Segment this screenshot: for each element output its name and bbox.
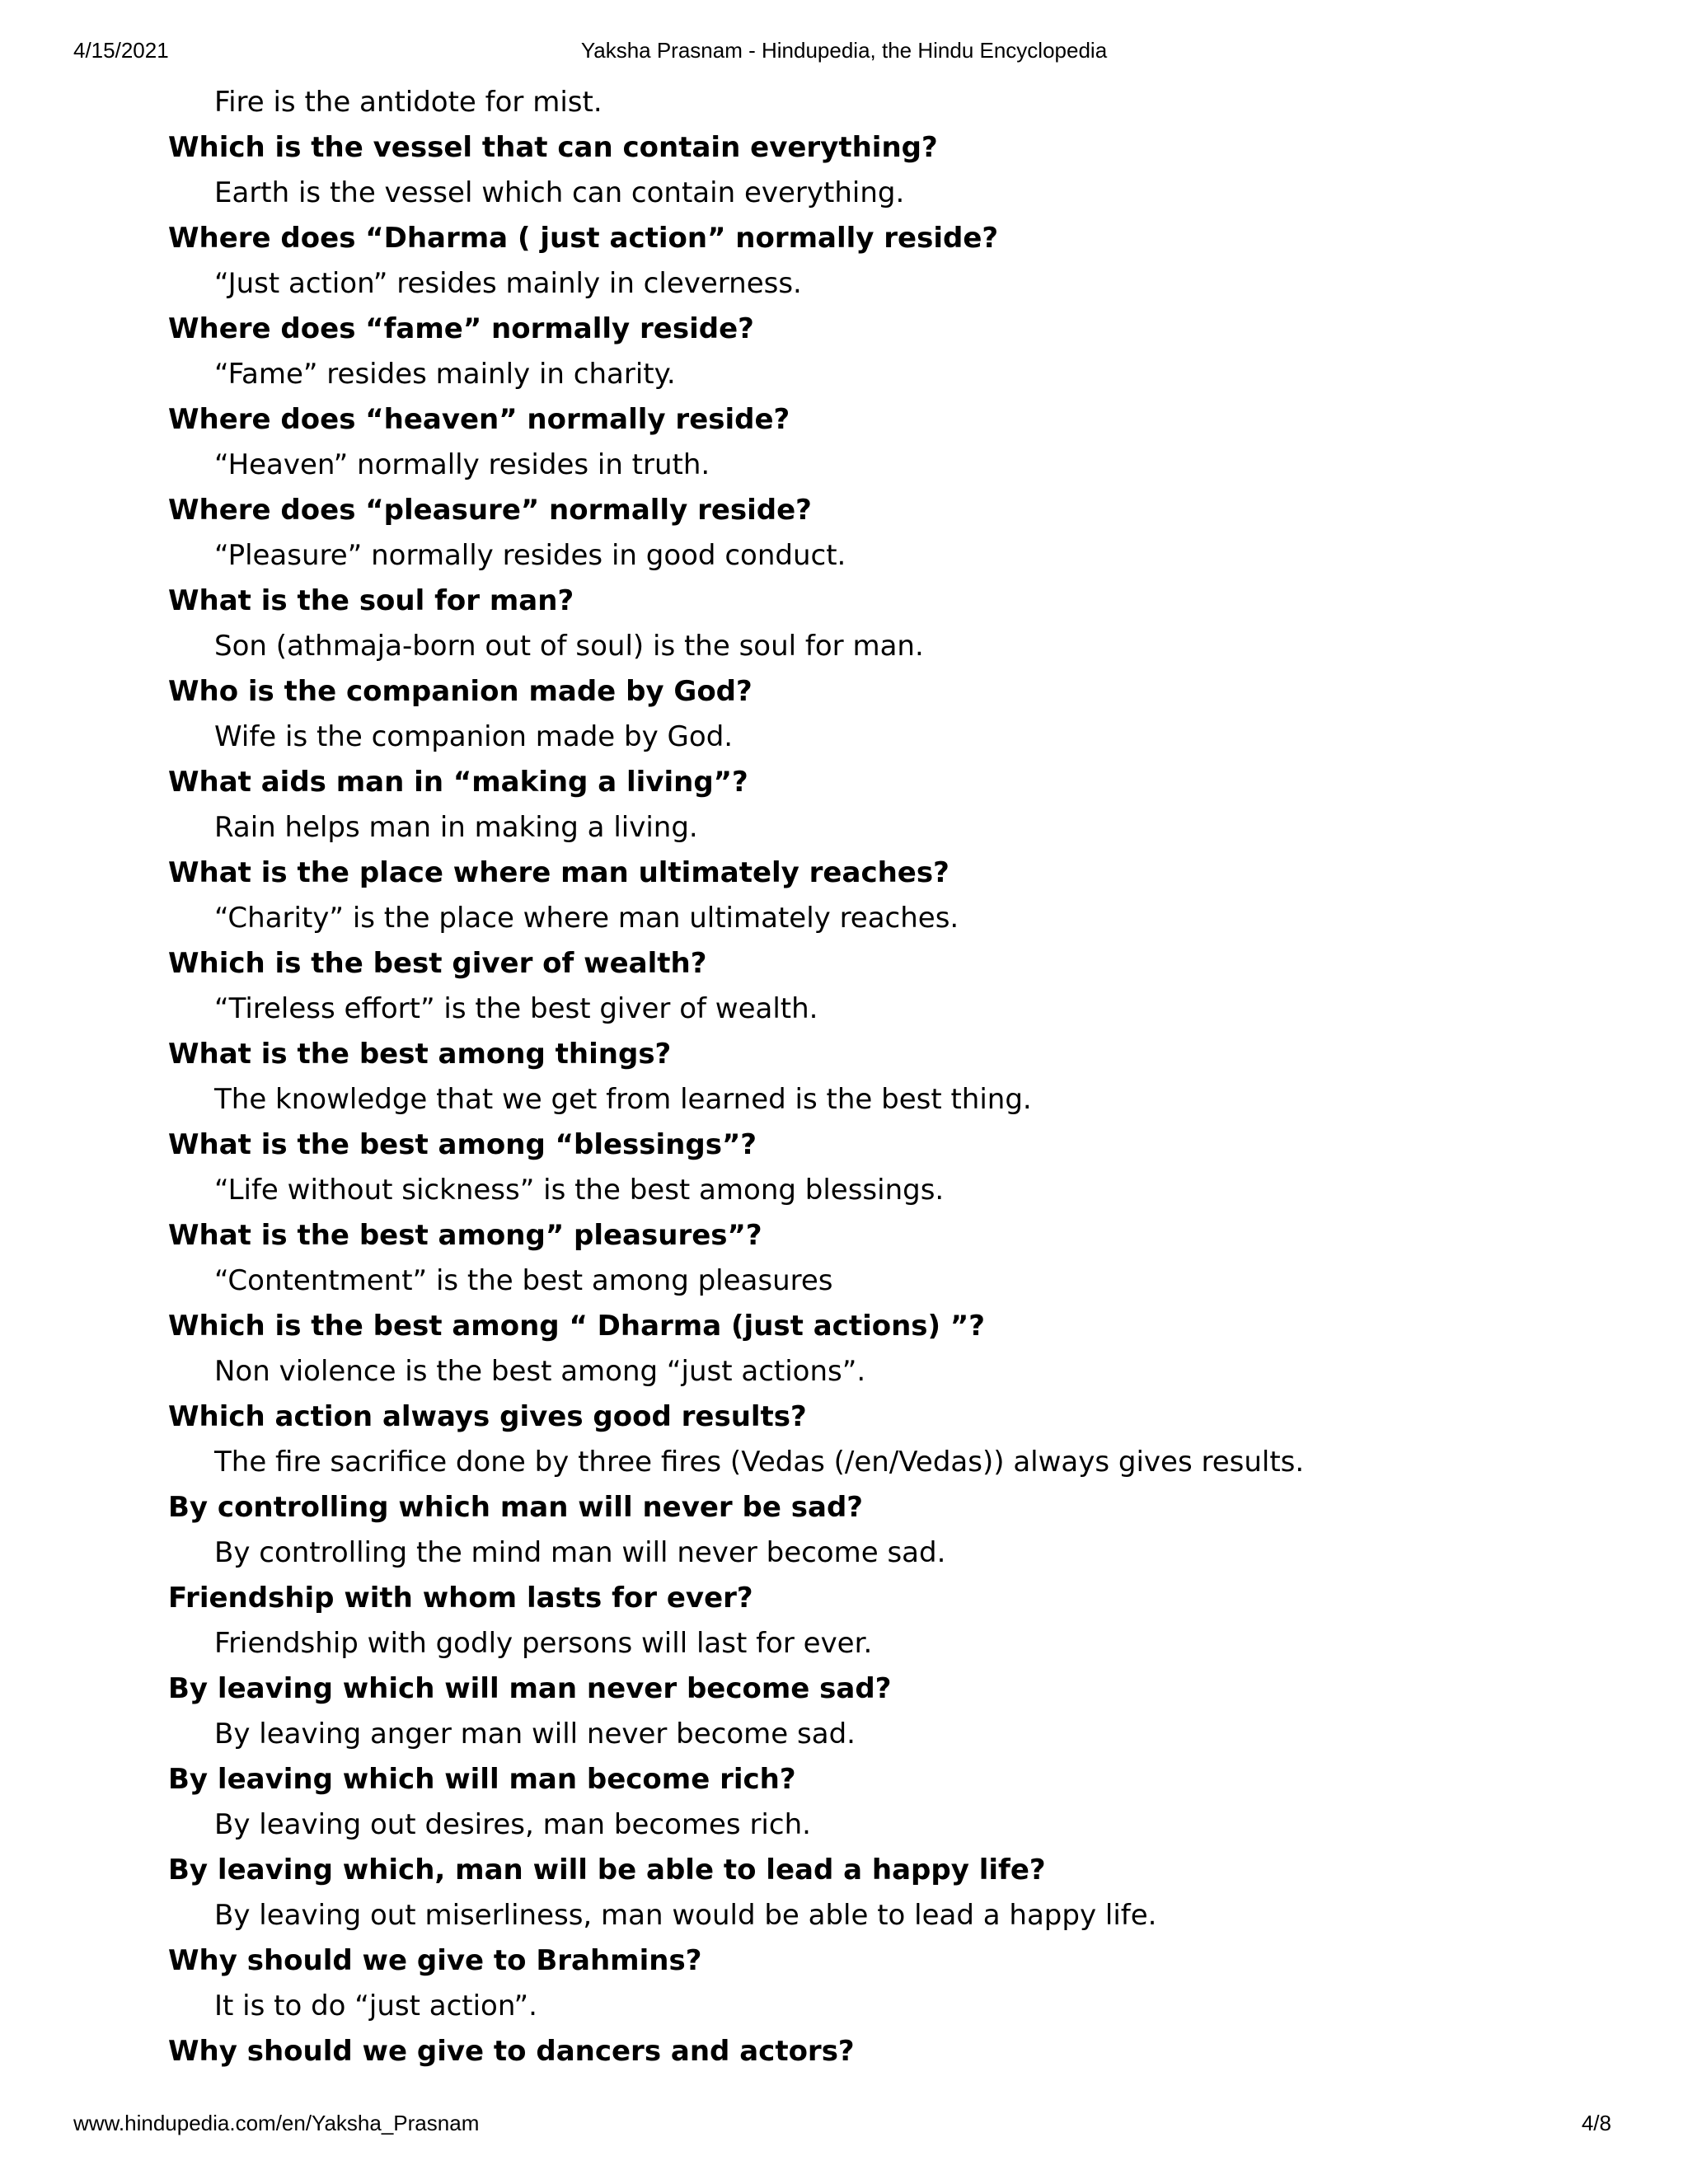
question-text: What is the best among “blessings”? (168, 1128, 757, 1161)
answer-text: The knowledge that we get from learned is the best thing. (214, 1083, 1032, 1116)
qa-item (168, 1484, 1619, 1575)
qa-item (168, 215, 1619, 306)
question-text: Where does “fame” normally reside? (168, 312, 754, 345)
qa-item (168, 306, 1619, 396)
answer-text: By leaving anger man will never become sad. (214, 1718, 856, 1750)
answer-text: “Fame” resides mainly in charity. (214, 358, 676, 391)
question-text: Why should we give to dancers and actors? (168, 2035, 855, 2068)
answer-text: It is to do “just action”. (214, 1990, 537, 2022)
question-text: By leaving which will man never become sad? (168, 1672, 892, 1705)
qa-item (168, 487, 1619, 578)
question-text: By leaving which, man will be able to lead a happy life? (168, 1854, 1046, 1886)
answer-text: “Heaven” normally resides in truth. (214, 448, 710, 481)
qa-item (168, 940, 1619, 1031)
question-text: Which is the best among “ Dharma (just actions) ”? (168, 1310, 985, 1343)
answer-text: Wife is the companion made by God. (214, 720, 734, 753)
page-number: 4/8 (1581, 2111, 1611, 2135)
page-title: Yaksha Prasnam - Hindupedia, the Hindu Encyclopedia (580, 38, 1108, 63)
qa-item (168, 1847, 1619, 1938)
answer-text: “Tireless effort” is the best giver of wealth. (214, 992, 818, 1025)
answer-text: “Charity” is the place where man ultimately reaches. (214, 902, 959, 935)
page-footer (0, 2111, 1688, 2144)
qa-item (168, 1122, 1619, 1212)
question-text: Where does “heaven” normally reside? (168, 403, 790, 436)
qa-item (168, 668, 1619, 759)
answer-text: Earth is the vessel which can contain everything. (214, 176, 905, 209)
qa-item (168, 1756, 1619, 1847)
question-text: Where does “Dharma ( just action” normally reside? (168, 222, 999, 255)
qa-item (168, 850, 1619, 940)
qa-item (168, 1303, 1619, 1394)
qa-item (168, 1938, 1619, 2028)
answer-text: Rain helps man in making a living. (214, 811, 698, 844)
answer-text: Friendship with godly persons will last for ever. (214, 1627, 873, 1660)
question-text: Which action always gives good results? (168, 1400, 807, 1433)
answer-text: Fire is the antidote for mist. (214, 86, 603, 119)
question-text: What is the soul for man? (168, 584, 574, 617)
qa-item (168, 1666, 1619, 1756)
answer-text: By leaving out desires, man becomes rich. (214, 1808, 811, 1841)
page-url: www.hindupedia.com/en/Yaksha_Prasnam (73, 2111, 480, 2135)
question-text: What is the best among” pleasures”? (168, 1219, 762, 1252)
question-text: What is the place where man ultimately reaches? (168, 856, 950, 889)
question-text: By controlling which man will never be sad? (168, 1491, 864, 1524)
answer-text: Non violence is the best among “just actions”. (214, 1355, 866, 1388)
answer-text: By controlling the mind man will never become sad. (214, 1536, 946, 1569)
qa-item (168, 1031, 1619, 1122)
question-text: Why should we give to Brahmins? (168, 1944, 702, 1977)
question-text: What aids man in “making a living”? (168, 766, 748, 799)
question-text: Friendship with whom lasts for ever? (168, 1582, 753, 1615)
qa-item (168, 124, 1619, 215)
answer-text: “Pleasure” normally resides in good conduct. (214, 539, 846, 572)
qa-item (168, 759, 1619, 850)
question-text: Who is the companion made by God? (168, 675, 753, 708)
qa-item (168, 1575, 1619, 1666)
question-text: What is the best among things? (168, 1038, 672, 1071)
question-text: Which is the vessel that can contain everything? (168, 131, 938, 164)
answer-text: Son (athmaja-born out of soul) is the soul for man. (214, 630, 924, 663)
answer-text: By leaving out miserliness, man would be able to lead a happy life. (214, 1899, 1157, 1932)
question-text: Where does “pleasure” normally reside? (168, 494, 812, 527)
answer-text: “Contentment” is the best among pleasures (214, 1264, 833, 1297)
question-text: By leaving which will man become rich? (168, 1763, 796, 1796)
answer-text: “Just action” resides mainly in cleverness. (214, 267, 802, 300)
qa-item (168, 1394, 1619, 1484)
qa-item (168, 2028, 1619, 2119)
qa-item (168, 1212, 1619, 1303)
print-date: 4/15/2021 (73, 38, 169, 63)
answer-text: The fire sacrifice done by three fires (Vedas (/en/Vedas)) always gives results. (214, 1446, 1305, 1479)
qa-item (168, 396, 1619, 487)
qa-item (168, 578, 1619, 668)
qa-content (168, 80, 1619, 2119)
page-header (0, 38, 1688, 71)
answer-text: “Life without sickness” is the best among blessings. (214, 1174, 945, 1207)
question-text: Which is the best giver of wealth? (168, 947, 707, 980)
